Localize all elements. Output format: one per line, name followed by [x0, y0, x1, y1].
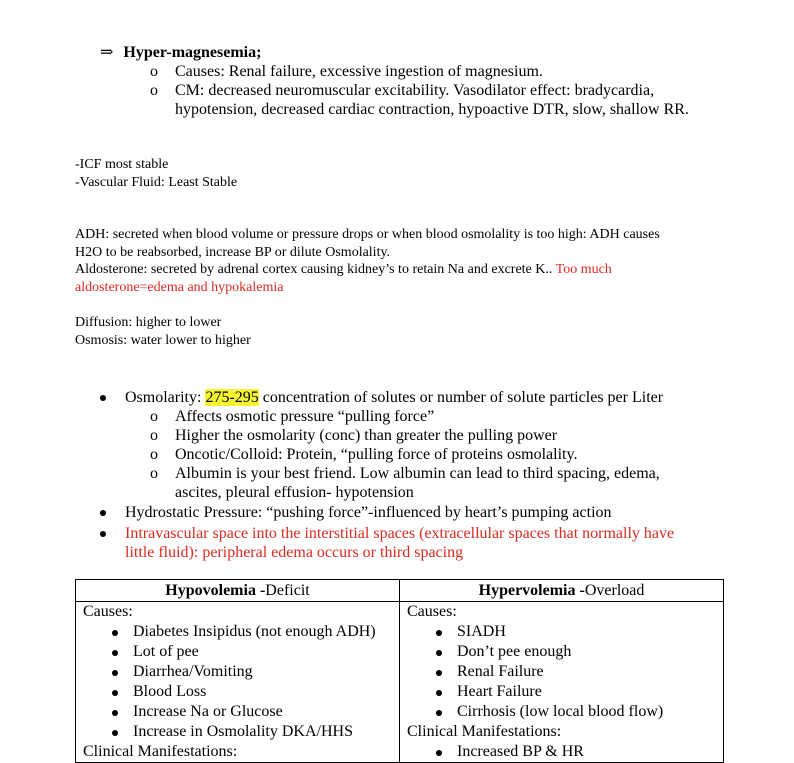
bullet-icon: [100, 531, 106, 537]
osmolarity-sub-1: o Affects osmotic pressure “pulling force”: [150, 408, 435, 425]
bullet-icon: [112, 690, 118, 696]
osmolarity-range: 275-295: [205, 389, 259, 406]
list-item: Increased BP & HR: [407, 742, 723, 762]
list-item: Increase Na or Glucose: [83, 702, 399, 722]
adh-line-2: H2O to be reabsorbed, increase BP or dilute Osmolality.: [75, 245, 391, 260]
causes-label: Causes:: [83, 603, 133, 620]
osmolarity-sub-3: o Oncotic/Colloid: Protein, “pulling force of proteins osmolality.: [150, 446, 578, 463]
circle-bullet-icon: o: [150, 82, 158, 99]
hypovolemia-cell: [76, 602, 400, 763]
circle-bullet-icon: o: [150, 427, 158, 444]
arrow-icon: ⇒: [100, 44, 114, 61]
list-item: Increase in Osmolality DKA/HHS: [83, 722, 399, 742]
causes-label: Causes:: [407, 603, 457, 620]
bullet-icon: [436, 690, 442, 696]
osmosis-note: Osmosis: water lower to higher: [75, 333, 251, 348]
bullet-icon: [436, 650, 442, 656]
circle-bullet-icon: o: [150, 408, 158, 425]
aldosterone-line-2: aldosterone=edema and hypokalemia: [75, 280, 284, 295]
vascular-note: -Vascular Fluid: Least Stable: [75, 175, 238, 190]
table-header-row: [76, 580, 724, 602]
list-item: Cirrhosis (low local blood flow): [407, 702, 723, 722]
volume-comparison-table: [75, 579, 724, 763]
bullet-icon: [100, 510, 106, 516]
hypervolemia-causes: [407, 622, 723, 722]
bullet-icon: [112, 650, 118, 656]
diffusion-note: Diffusion: higher to lower: [75, 315, 222, 330]
list-item: SIADH: [407, 622, 723, 642]
list-item: Blood Loss: [83, 682, 399, 702]
osmolarity-sub-4-cont: ascites, pleural effusion- hypotension: [175, 484, 414, 501]
circle-bullet-icon: o: [150, 465, 158, 482]
hypermag-title: Hyper-magnesemia;: [123, 44, 262, 61]
hypervolemia-manifestations: [407, 742, 723, 762]
hypermag-heading: [100, 43, 261, 63]
bullet-icon: [112, 670, 118, 676]
clinical-manifestations-label: Clinical Manifestations:: [83, 743, 238, 760]
osmolarity-sub-2: o Higher the osmolarity (conc) than greater the pulling power: [150, 427, 558, 444]
bullet-icon: [436, 750, 442, 756]
icf-note: -ICF most stable: [75, 157, 169, 172]
hypervolemia-cell: [400, 602, 724, 763]
clinical-manifestations-label: Clinical Manifestations:: [407, 723, 562, 740]
list-item: Renal Failure: [407, 662, 723, 682]
hypermag-item-1: o Causes: Renal failure, excessive ingestion of magnesium.: [150, 63, 543, 80]
bullet-icon: [436, 630, 442, 636]
list-item: Lot of pee: [83, 642, 399, 662]
circle-bullet-icon: o: [150, 446, 158, 463]
list-item: Diarrhea/Vomiting: [83, 662, 399, 682]
table-body-row: [76, 602, 724, 763]
aldosterone-line-1: Aldosterone: secreted by adrenal cortex causing kidney’s to retain Na and excrete K.. Too much: [75, 262, 612, 277]
bullet-icon: [100, 395, 106, 401]
list-item: Heart Failure: [407, 682, 723, 702]
bullet-icon: [112, 630, 118, 636]
hypervolemia-header: Hypervolemia -Overload: [400, 580, 724, 602]
adh-line-1: ADH: secreted when blood volume or pressure drops or when blood osmolality is too high: ADH causes: [75, 227, 660, 242]
hypermag-item-2-cont: hypotension, decreased cardiac contraction, hypoactive DTR, slow, shallow RR.: [175, 101, 689, 118]
list-item: Don’t pee enough: [407, 642, 723, 662]
hypovolemia-header: Hypovolemia -Deficit: [76, 580, 400, 602]
list-item: Diabetes Insipidus (not enough ADH): [83, 622, 399, 642]
osmolarity-sub-4: o Albumin is your best friend. Low albumin can lead to third spacing, edema,: [150, 465, 660, 482]
circle-bullet-icon: o: [150, 63, 158, 80]
bullet-icon: [436, 670, 442, 676]
bullet-icon: [112, 710, 118, 716]
bullet-icon: [436, 710, 442, 716]
hypermag-item-2: o CM: decreased neuromuscular excitability. Vasodilator effect: bradycardia,: [150, 82, 655, 99]
hypovolemia-causes: [83, 622, 399, 742]
bullet-icon: [112, 730, 118, 736]
intravascular-cont: little fluid): peripheral edema occurs or third spacing: [125, 544, 464, 561]
aldosterone-warning: Too much: [555, 262, 612, 277]
